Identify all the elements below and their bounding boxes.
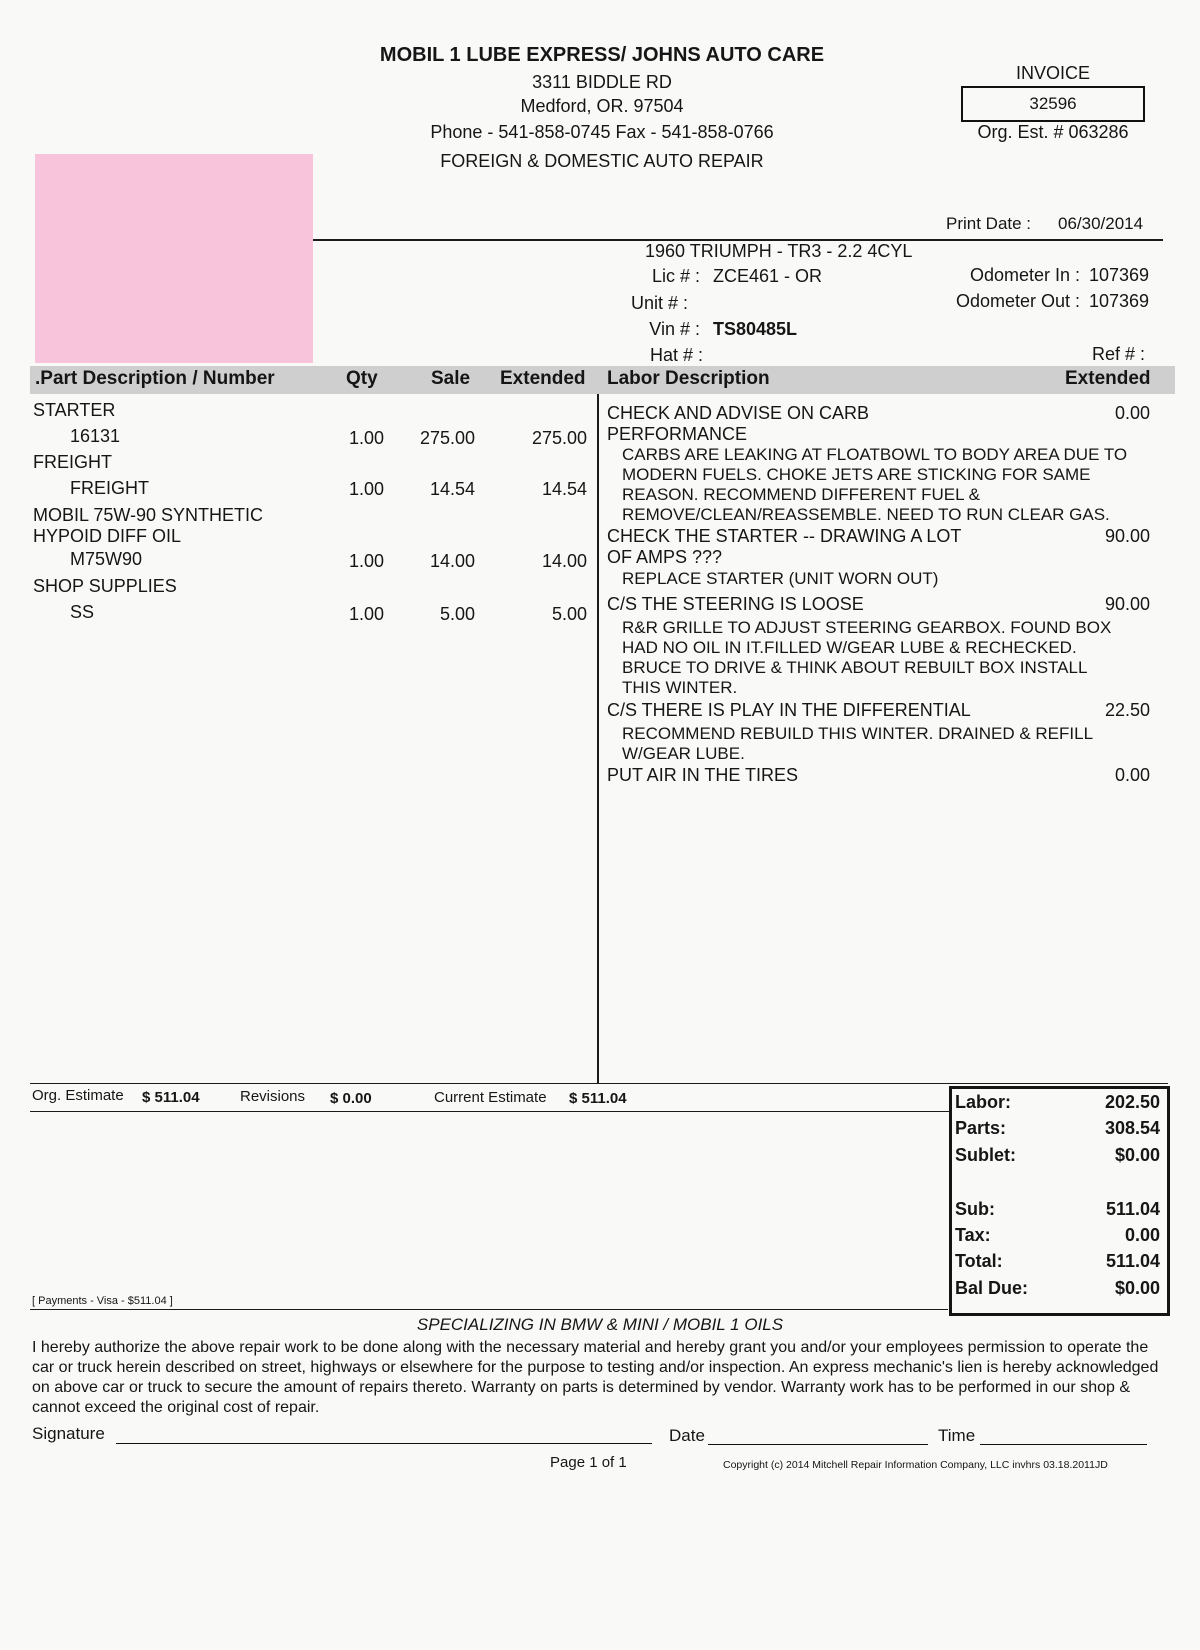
total-label: Total:: [955, 1251, 1003, 1271]
labor-note: REMOVE/CLEAN/REASSEMBLE. NEED TO RUN CLEAR GAS.: [622, 505, 1110, 524]
page-number: Page 1 of 1: [550, 1454, 627, 1471]
subtotal-label: Sub:: [955, 1199, 995, 1219]
odometer-in-label: Odometer In :: [969, 265, 1080, 285]
odometer-in-value: 107369: [1089, 265, 1150, 285]
shop-phone-fax: Phone - 541-858-0745 Fax - 541-858-0766: [430, 122, 774, 142]
balance-due-value: $0.00: [1114, 1278, 1160, 1298]
balance-due-label: Bal Due:: [955, 1278, 1029, 1298]
labor-desc-line2: PERFORMANCE: [607, 424, 748, 444]
specializing-banner: SPECIALIZING IN BMW & MINI / MOBIL 1 OILS: [416, 1315, 784, 1334]
part-qty: 1.00: [348, 479, 384, 499]
shop-name: MOBIL 1 LUBE EXPRESS/ JOHNS AUTO CARE: [379, 44, 825, 66]
part-qty: 1.00: [348, 604, 384, 624]
lic-value: ZCE461 - OR: [713, 266, 823, 286]
col-qty: Qty: [346, 368, 378, 389]
vin-value: TS80485L: [713, 319, 798, 339]
labor-note: RECOMMEND REBUILD THIS WINTER. DRAINED & REFILL: [622, 724, 1094, 743]
labor-total-value: 202.50: [1104, 1092, 1160, 1112]
time-label: Time: [938, 1426, 976, 1445]
tax-label: Tax:: [955, 1225, 991, 1245]
labor-note: REASON. RECOMMEND DIFFERENT FUEL &: [622, 485, 980, 504]
col-part-description: .Part Description / Number: [35, 368, 275, 389]
labor-note: MODERN FUELS. CHOKE JETS ARE STICKING FOR SAME: [622, 465, 1091, 484]
part-sale: 14.54: [429, 479, 475, 499]
labor-desc: CHECK THE STARTER -- DRAWING A LOT: [607, 526, 962, 546]
hat-label: Hat # :: [649, 345, 703, 365]
payments-divider: [30, 1309, 948, 1310]
part-number: SS: [70, 602, 95, 622]
labor-amount: 90.00: [1104, 594, 1150, 614]
labor-desc-line2: OF AMPS ???: [607, 547, 723, 567]
copyright: Copyright (c) 2014 Mitchell Repair Information Company, LLC invhrs 03.18.2011JD: [723, 1459, 1108, 1471]
date-label: Date: [669, 1426, 705, 1445]
labor-amount: 0.00: [1114, 765, 1150, 785]
part-name: FREIGHT: [33, 452, 112, 472]
current-estimate-label: Current Estimate: [434, 1089, 547, 1106]
authorization-text: I hereby authorize the above repair work to be done along with the necessary material and hereby grant you and/or your employees permission to operate the car or truck herein described on street, highways or elsewhere for the purpose to testing and/or inspection. An express mechanic's lien is hereby acknowledged on above car or truck to secure the amount of repairs thereto. Warranty on parts is determined by vendor. Warranty work has to be performed in our shop & cannot exceed the original cost of repair.: [32, 1339, 1159, 1416]
labor-desc: C/S THERE IS PLAY IN THE DIFFERENTIAL: [607, 700, 971, 720]
labor-total-label: Labor:: [955, 1092, 1011, 1112]
date-line[interactable]: [708, 1444, 928, 1445]
signature-label: Signature: [32, 1424, 105, 1443]
labor-note: THIS WINTER.: [622, 678, 738, 697]
vehicle-description: 1960 TRIUMPH - TR3 - 2.2 4CYL: [645, 241, 913, 261]
part-number: FREIGHT: [70, 478, 149, 498]
estimates-top-divider: [30, 1083, 1168, 1084]
payments-note: [ Payments - Visa - $511.04 ]: [32, 1295, 173, 1307]
revisions-label: Revisions: [240, 1088, 306, 1105]
labor-note: CARBS ARE LEAKING AT FLOATBOWL TO BODY AREA DUE TO: [622, 445, 1128, 464]
part-sale: 14.00: [429, 551, 475, 571]
shop-city: Medford, OR. 97504: [520, 96, 684, 116]
time-line[interactable]: [980, 1444, 1147, 1445]
print-date-label: Print Date :: [946, 214, 1032, 233]
current-estimate-value: $ 511.04: [569, 1090, 627, 1107]
labor-notes: [622, 445, 1147, 525]
labor-note: BRUCE TO DRIVE & THINK ABOUT REBUILT BOX INSTALL: [622, 658, 1088, 677]
part-extended: 14.00: [541, 551, 587, 571]
redacted-customer-block: [35, 154, 313, 363]
parts-total-label: Parts:: [955, 1118, 1007, 1138]
col-labor-extended: Extended: [1065, 368, 1151, 389]
odometer-out-label: Odometer Out :: [955, 291, 1080, 311]
estimates-bottom-divider: [30, 1111, 950, 1112]
column-separator: [597, 394, 599, 1084]
part-qty: 1.00: [348, 551, 384, 571]
part-extended: 275.00: [531, 428, 587, 448]
part-number: M75W90: [70, 549, 143, 569]
part-extended: 14.54: [541, 479, 587, 499]
unit-label: Unit # :: [630, 293, 688, 313]
col-labor-description: Labor Description: [607, 368, 770, 389]
labor-amount: 22.50: [1104, 700, 1150, 720]
invoice-number: 32596: [961, 86, 1145, 122]
labor-amount: 0.00: [1114, 403, 1150, 423]
column-header-bar: [30, 366, 1175, 394]
org-estimate-number: Org. Est. # 063286: [977, 122, 1129, 142]
part-qty: 1.00: [348, 428, 384, 448]
labor-note: W/GEAR LUBE.: [622, 744, 745, 763]
part-name: SHOP SUPPLIES: [33, 576, 177, 596]
labor-desc: PUT AIR IN THE TIRES: [607, 765, 799, 785]
signature-line[interactable]: [116, 1443, 652, 1444]
col-extended: Extended: [500, 368, 586, 389]
sublet-value: $0.00: [1114, 1145, 1160, 1165]
org-estimate-value: $ 511.04: [142, 1089, 200, 1106]
part-extended: 5.00: [551, 604, 587, 624]
labor-desc: C/S THE STEERING IS LOOSE: [607, 594, 864, 614]
org-estimate-label: Org. Estimate: [32, 1087, 124, 1104]
part-name: MOBIL 75W-90 SYNTHETIC: [33, 505, 264, 525]
parts-total-value: 308.54: [1104, 1118, 1160, 1138]
shop-tagline: FOREIGN & DOMESTIC AUTO REPAIR: [440, 151, 764, 171]
col-sale: Sale: [431, 368, 471, 389]
lic-label: Lic # :: [651, 266, 700, 286]
total-value: 511.04: [1105, 1251, 1160, 1271]
labor-desc: CHECK AND ADVISE ON CARB: [607, 403, 870, 423]
ref-label: Ref # :: [1091, 344, 1145, 364]
part-sale: 5.00: [439, 604, 475, 624]
vin-label: Vin # :: [649, 319, 700, 339]
tax-value: 0.00: [1124, 1225, 1160, 1245]
labor-amount: 90.00: [1104, 526, 1150, 546]
invoice-label: INVOICE: [1015, 63, 1090, 83]
part-number: 16131: [70, 426, 121, 446]
subtotal-value: 511.04: [1105, 1199, 1160, 1219]
print-date-value: 06/30/2014: [1058, 214, 1144, 233]
part-name: STARTER: [33, 400, 116, 420]
sublet-label: Sublet:: [955, 1145, 1016, 1165]
labor-note: HAD NO OIL IN IT.FILLED W/GEAR LUBE & RECHECKED.: [622, 638, 1077, 657]
part-sale: 275.00: [419, 428, 475, 448]
shop-address: 3311 BIDDLE RD: [532, 72, 672, 92]
labor-note: R&R GRILLE TO ADJUST STEERING GEARBOX. FOUND BOX: [622, 618, 1112, 637]
odometer-out-value: 107369: [1089, 291, 1150, 311]
part-name-line2: HYPOID DIFF OIL: [33, 526, 182, 546]
revisions-value: $ 0.00: [330, 1090, 372, 1107]
labor-note: REPLACE STARTER (UNIT WORN OUT): [622, 569, 939, 588]
